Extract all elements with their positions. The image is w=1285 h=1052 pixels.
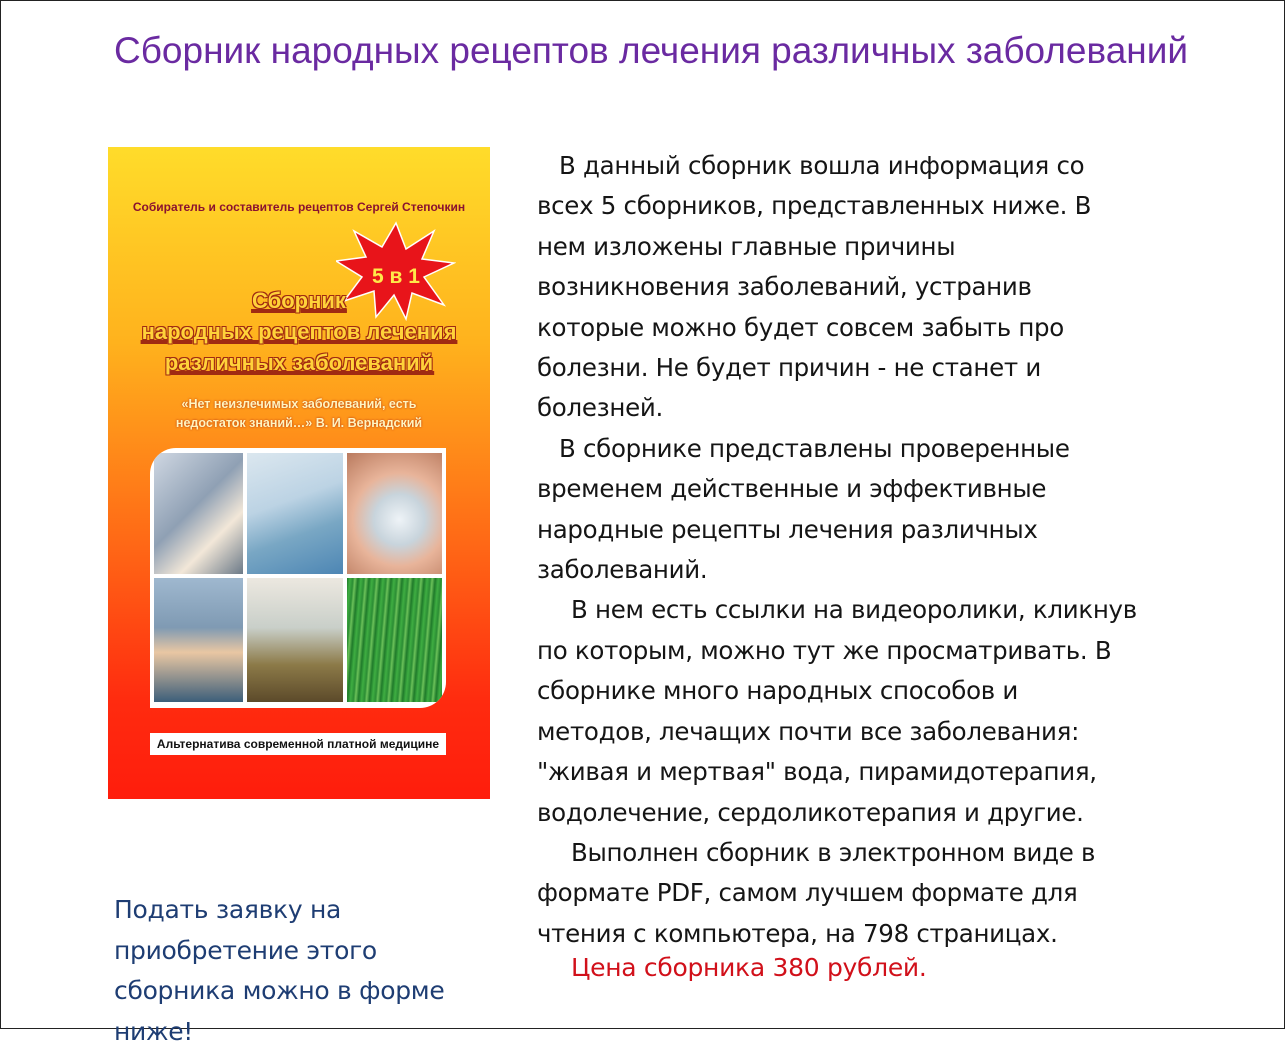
cover-quote-line: недостаток знаний…» В. И. Вернадский [175, 416, 423, 430]
cover-photo [247, 453, 343, 574]
book-cover [108, 147, 490, 799]
cover-title-line: Сборник [252, 288, 346, 313]
cover-photo-collage [150, 448, 446, 708]
book-description [537, 146, 1137, 954]
order-prompt: Подать заявку на приобретение этого сборника можно в форме ниже! [114, 895, 445, 1046]
cover-title-line: народных рецептов лечения [141, 319, 457, 344]
cover-footer: Альтернатива современной платной медицине [150, 733, 446, 755]
cover-quote-line: «Нет неизлечимых заболеваний, есть [181, 397, 417, 411]
cover-photo [247, 578, 343, 702]
price-label: Цена сборника 380 рублей. [571, 953, 927, 982]
cover-photo [154, 578, 243, 702]
cover-photo [154, 453, 243, 574]
cover-title-line: различных заболеваний [164, 350, 434, 375]
page-title: Сборник народных рецептов лечения различных заболеваний [114, 30, 1189, 71]
cover-photo [347, 578, 442, 702]
description-paragraph: В данный сборник вошла информация со всех 5 сборников, представленных ниже. В нем изложены главные причины возникновения заболеваний, устранив которые можно будет совсем забыть про болезни. Не будет причин - не станет и болезней. [537, 151, 1092, 423]
cover-badge: 5 в 1 [372, 265, 420, 288]
cover-quote [128, 395, 470, 433]
description-paragraph: Выполнен сборник в электронном виде в формате PDF, самом лучшем формате для чтения с компьютера, на 798 страницах. [537, 837, 1096, 948]
cover-author: Собиратель и составитель рецептов Сергей Степочкин [132, 200, 466, 214]
cover-title [108, 285, 490, 378]
description-paragraph: В сборнике представлены проверенные временем действенные и эффективные народные рецепты лечения различных заболеваний. [537, 433, 1070, 585]
description-paragraph: В нем есть ссылки на видеоролики, кликнув по которым, можно тут же просматривать. В сборнике много народных способов и методов, лечащих почти все заболевания: "живая и мертвая" вода, пирамидотерапия, водолечение, сердоликотерапия и другие. [537, 595, 1137, 827]
cover-photo [347, 453, 442, 574]
